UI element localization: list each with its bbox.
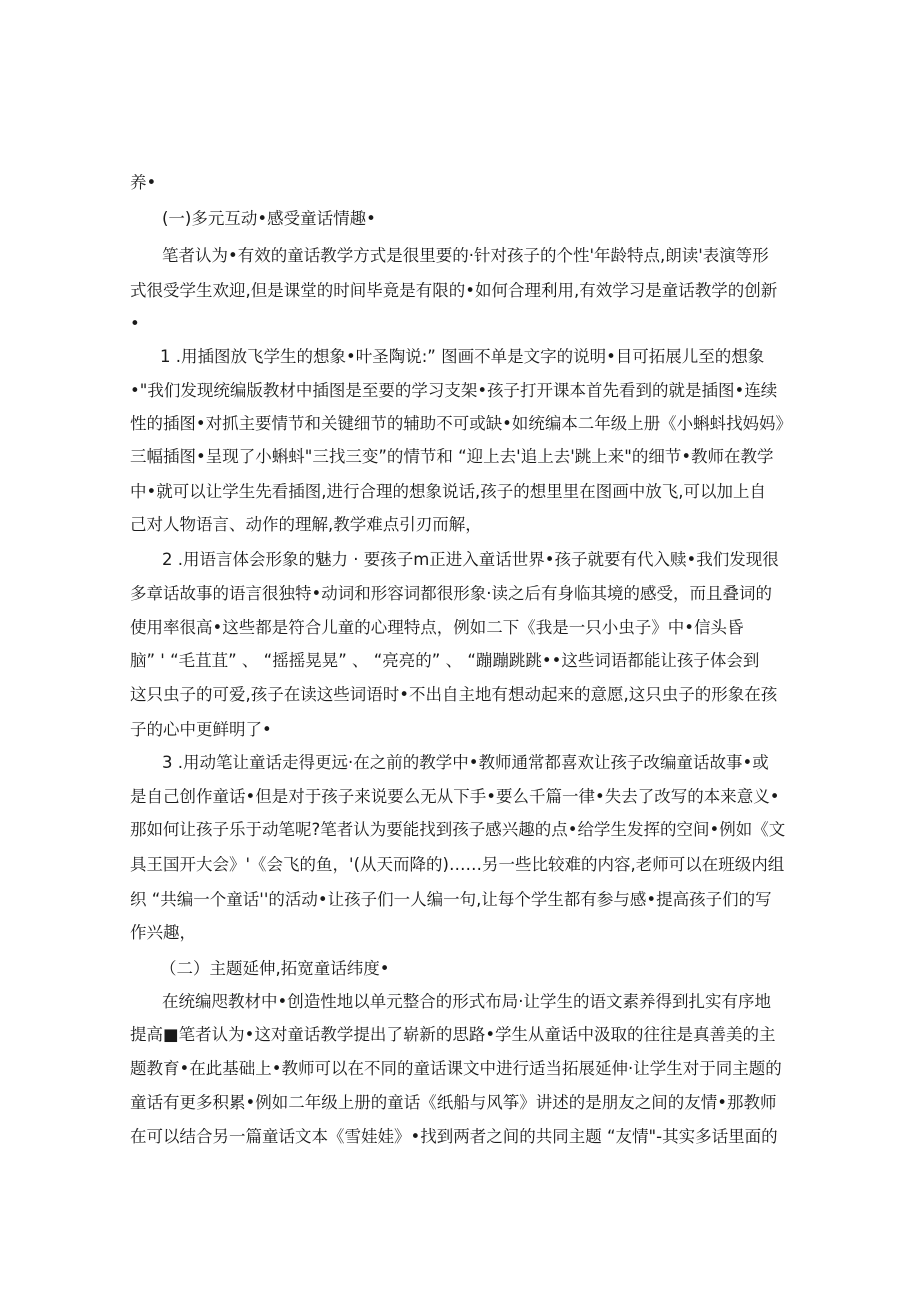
text-line: 式很受学生欢迎,但是课堂的时间毕竟是有限的•如何合理利用,有效学习是童话教学的创新 bbox=[130, 281, 778, 300]
text-line: 使用率很高•这些都是符合儿童的心理特点，例如二下《我是一只小虫子》中•信头昏 bbox=[130, 618, 744, 637]
text-line: 作兴趣， bbox=[130, 923, 196, 942]
text-line: 脑” ' “毛苴苴” 、 “摇摇晃晃” 、 “亮亮的” 、 “蹦蹦跳跳••这些词语都能让孩子体会到 bbox=[130, 651, 760, 670]
text-line: 多章话故事的语言很独特•动词和形容词都很形象·读之后有身临其境的感受，而且叠词的 bbox=[130, 584, 772, 603]
section-heading: （二）主题延伸,拓宽童话纬度• bbox=[160, 959, 390, 978]
subsection-heading: 2 .用语言体会形象的魅力 · 要孩子m正进入童话世界•孩子就要有代入赎•我们发现很 bbox=[162, 550, 779, 569]
text-line: 子的心中更鲜明了• bbox=[130, 720, 272, 739]
text-line: 童话有更多积累•例如二年级上册的童话《纸船与风筝》讲述的是朋友之间的友情•那教师 bbox=[130, 1093, 777, 1112]
subsection-heading: 1 .用插图放飞学生的想象•叶圣陶说:” 图画不单是文字的说明•目可拓展儿至的想象 bbox=[160, 347, 765, 366]
text-line: 养• bbox=[130, 173, 157, 192]
section-heading: (一)多元互动•感受童话情趣• bbox=[162, 209, 376, 228]
text-line: 具王国开大会》'《会飞的鱼，'(从天而降的)……另一些比较难的内容,老师可以在班级内组 bbox=[130, 855, 785, 874]
text-line: 提高■笔者认为•这对童话教学提出了崭新的思路•学生从童话中汲取的往往是真善美的主 bbox=[130, 1025, 776, 1044]
text-line: 这只虫子的可爱,孩子在读这些词语时•不出自主地有想动起来的意愿,这只虫子的形象在孩 bbox=[130, 685, 778, 704]
text-line: 己对人物语言、动作的理解,教学难点引刃而解， bbox=[130, 515, 482, 534]
text-line: • bbox=[130, 314, 140, 333]
text-line: 那如何让孩子乐于动笔呢?笔者认为要能找到孩子感兴趣的点•给学生发挥的空间•例如《文 bbox=[130, 820, 786, 839]
text-line: 在可以结合另一篇童话文本《雪娃娃》•找到两者之间的共同主题 “友情"-其实多话里面的 bbox=[130, 1127, 778, 1146]
text-line: •"我们发现统编版教材中插图是至要的学习支架•孩子打开课本首先看到的就是插图•连续 bbox=[130, 381, 778, 400]
text-line: 性的插图•对抓主要情节和关键细节的辅助不可或缺•如统编本二年级上册《小蝌蚪找妈妈》 bbox=[130, 414, 792, 433]
text-line: 笔者认为•有效的童话教学方式是很里要的·针对孩子的个性'年龄特点,朗读'表演等形 bbox=[162, 246, 769, 265]
text-line: 织 “共编一个童话''的活动•让孩子们一人编一句,让每个学生都有参与感•提高孩子们的写 bbox=[130, 890, 772, 909]
text-line: 是自己创作童话•但是对于孩子来说要么无从下手•要么千篇一律•失去了改写的本来意义• bbox=[130, 787, 780, 806]
text-line: 题教育•在此基础上•教师可以在不同的童话课文中进行适当拓展延伸·让学生对于同主题的 bbox=[130, 1059, 782, 1078]
text-line: 三幅插图•呈现了小蝌蚪"三找三变”的情节和 “迎上去'追上去'跳上来"的细节•教师在教学 bbox=[130, 447, 774, 466]
text-line: 在统编咫教材中•创造性地以单元整合的形式布局·让学生的语文素养得到扎实有序地 bbox=[162, 992, 771, 1011]
text-line: 中•就可以让学生先看插图,进行合理的想象说话,孩子的想里里在图画中放飞,可以加上自 bbox=[130, 482, 766, 501]
subsection-heading: 3 .用动笔让童话走得更远·在之前的教学中•教师通常都喜欢让孩子改编童话故事•或 bbox=[162, 753, 769, 772]
